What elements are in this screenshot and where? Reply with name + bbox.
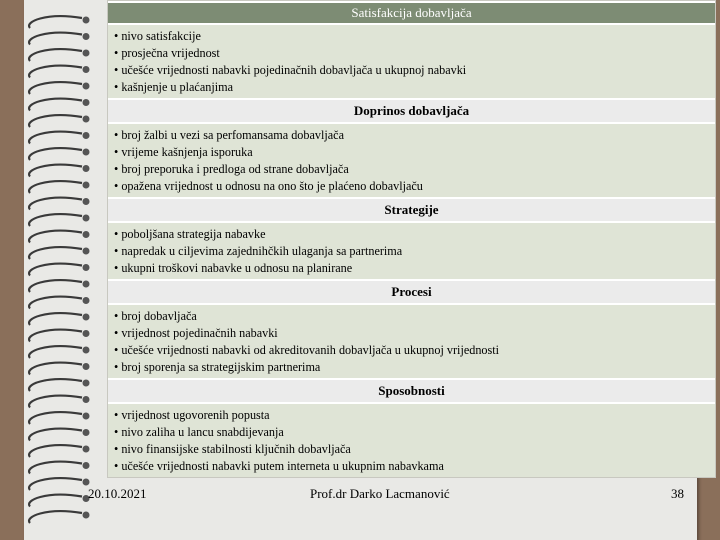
binding-ring xyxy=(29,16,82,28)
binding-ring xyxy=(29,280,82,292)
binding-ring xyxy=(29,478,82,490)
binding-ring xyxy=(29,115,82,127)
binding-ring xyxy=(29,445,82,457)
binding-hole xyxy=(83,182,90,189)
section-items xyxy=(108,221,715,279)
binding-ring xyxy=(29,429,82,441)
binding-hole xyxy=(83,347,90,354)
binding-ring xyxy=(29,82,82,94)
section-items xyxy=(108,303,715,378)
binding-ring xyxy=(29,66,82,78)
binding-ring xyxy=(29,214,82,226)
binding-hole xyxy=(83,17,90,24)
binding-hole xyxy=(83,479,90,486)
binding-ring xyxy=(29,462,82,474)
list-item: • poboljšana strategija nabavke xyxy=(114,226,715,243)
binding-hole xyxy=(83,297,90,304)
list-item: • vrijednost ugovorenih popusta xyxy=(114,407,715,424)
footer-page-number: 38 xyxy=(671,486,684,501)
binding-ring xyxy=(29,198,82,210)
binding-ring xyxy=(29,181,82,193)
section-header: Procesi xyxy=(108,279,715,303)
binding-ring xyxy=(29,379,82,391)
list-item: • ukupni troškovi nabavke u odnosu na planirane xyxy=(114,260,715,277)
binding-hole xyxy=(83,446,90,453)
list-item: • učešće vrijednosti nabavki pojedinačnih dobavljača u ukupnoj nabavki xyxy=(114,62,715,79)
list-item: • učešće vrijednosti nabavki putem interneta u ukupnim nabavkama xyxy=(114,458,715,475)
binding-ring xyxy=(29,264,82,276)
binding-ring xyxy=(29,495,82,507)
binding-hole xyxy=(83,396,90,403)
list-item: • opažena vrijednost u odnosu na ono što je plaćeno dobavljaču xyxy=(114,178,715,195)
list-item: • vrijeme kašnjenja isporuka xyxy=(114,144,715,161)
binding-hole xyxy=(83,231,90,238)
binding-hole xyxy=(83,413,90,420)
kpi-table xyxy=(107,0,716,478)
section-header: Doprinos dobavljača xyxy=(108,98,715,122)
binding-ring xyxy=(29,313,82,325)
section-header: Strategije xyxy=(108,197,715,221)
section-items xyxy=(108,122,715,197)
binding-hole xyxy=(83,116,90,123)
binding-hole xyxy=(83,363,90,370)
list-item: • nivo zaliha u lancu snabdijevanja xyxy=(114,424,715,441)
list-item: • nivo satisfakcije xyxy=(114,28,715,45)
binding-ring xyxy=(29,330,82,342)
binding-hole xyxy=(83,50,90,57)
binding-hole xyxy=(83,33,90,40)
binding-ring xyxy=(29,511,82,523)
binding-ring xyxy=(29,165,82,177)
list-item: • broj sporenja sa strategijskim partnerima xyxy=(114,359,715,376)
binding-hole xyxy=(83,429,90,436)
binding-hole xyxy=(83,512,90,519)
binding-ring xyxy=(29,297,82,309)
list-item: • broj preporuka i predloga od strane dobavljača xyxy=(114,161,715,178)
binding-ring xyxy=(29,99,82,111)
list-item: • nivo finansijske stabilnosti ključnih dobavljača xyxy=(114,441,715,458)
section-header: Sposobnosti xyxy=(108,378,715,402)
binding-hole xyxy=(83,66,90,73)
list-item: • napredak u ciljevima zajednihčkih ulaganja sa partnerima xyxy=(114,243,715,260)
section-header: Satisfakcija dobavljača xyxy=(108,1,715,23)
binding-ring xyxy=(29,247,82,259)
binding-hole xyxy=(83,264,90,271)
binding-ring xyxy=(29,49,82,61)
binding-hole xyxy=(83,83,90,90)
binding-ring xyxy=(29,412,82,424)
binding-hole xyxy=(83,165,90,172)
binding-hole xyxy=(83,132,90,139)
list-item: • broj dobavljača xyxy=(114,308,715,325)
spiral-binding-icon xyxy=(24,0,104,540)
binding-hole xyxy=(83,380,90,387)
list-item: • vrijednost pojedinačnih nabavki xyxy=(114,325,715,342)
binding-hole xyxy=(83,198,90,205)
binding-ring xyxy=(29,132,82,144)
section-items xyxy=(108,23,715,98)
binding-hole xyxy=(83,248,90,255)
binding-hole xyxy=(83,149,90,156)
list-item: • učešće vrijednosti nabavki od akreditovanih dobavljača u ukupnoj vrijednosti xyxy=(114,342,715,359)
binding-ring xyxy=(29,231,82,243)
binding-hole xyxy=(83,99,90,106)
list-item: • kašnjenje u plaćanjima xyxy=(114,79,715,96)
list-item: • broj žalbi u vezi sa perfomansama dobavljača xyxy=(114,127,715,144)
list-item: • prosječna vrijednost xyxy=(114,45,715,62)
binding-ring xyxy=(29,396,82,408)
binding-hole xyxy=(83,314,90,321)
binding-hole xyxy=(83,462,90,469)
binding-hole xyxy=(83,330,90,337)
binding-hole xyxy=(83,281,90,288)
section-items xyxy=(108,402,715,477)
footer-date: 20.10.2021 xyxy=(88,486,147,501)
footer-author: Prof.dr Darko Lacmanović xyxy=(310,486,450,501)
slide xyxy=(24,0,697,540)
binding-ring xyxy=(29,33,82,45)
binding-ring xyxy=(29,346,82,358)
binding-ring xyxy=(29,363,82,375)
binding-ring xyxy=(29,148,82,160)
binding-hole xyxy=(83,215,90,222)
